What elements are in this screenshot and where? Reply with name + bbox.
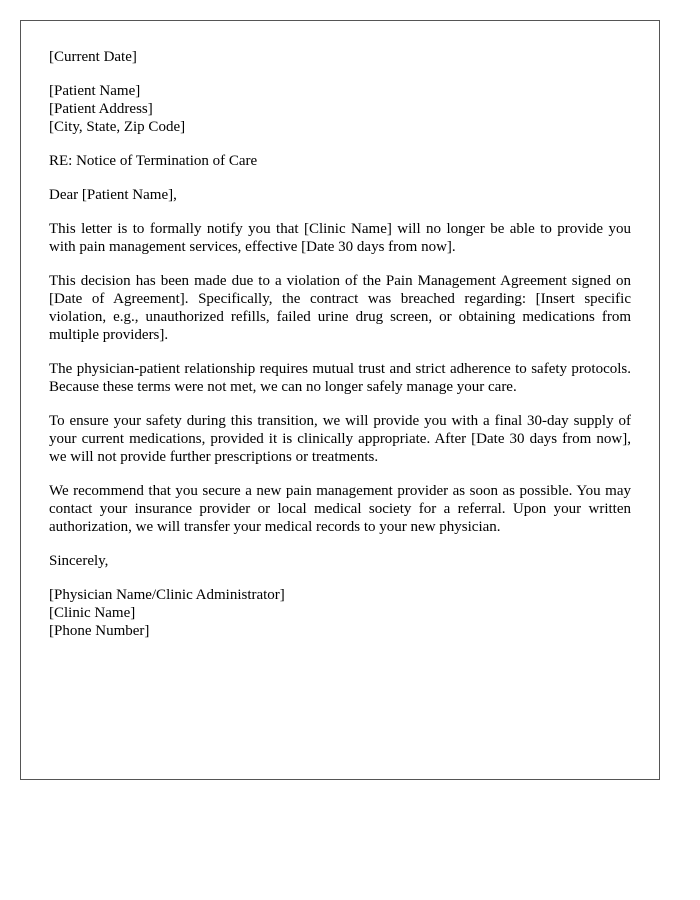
- recipient-address: [Patient Address]: [49, 101, 153, 117]
- signature-clinic: [Clinic Name]: [49, 605, 136, 621]
- paragraph-transition: To ensure your safety during this transition, we will provide you with a final 30-day supply of your current medications, provided it is clinically appropriate. After [Date 30 days from now], we will not provide further prescriptions or treatments.: [49, 413, 631, 465]
- signature-block: [49, 586, 631, 640]
- paragraph-recommendation: We recommend that you secure a new pain management provider as soon as possible. You may contact your insurance provider or local medical society for a referral. Upon your written authorization, we will transfer your medical records to your new physician.: [49, 483, 631, 535]
- paragraph-trust: The physician-patient relationship requires mutual trust and strict adherence to safety protocols. Because these terms were not met, we can no longer safely manage your care.: [49, 361, 631, 395]
- letter-salutation: Dear [Patient Name],: [49, 187, 177, 203]
- paragraph-notice: This letter is to formally notify you that [Clinic Name] will no longer be able to provide you with pain management services, effective [Date 30 days from now].: [49, 221, 631, 255]
- letter-page: [20, 20, 660, 780]
- letter-subject: RE: Notice of Termination of Care: [49, 153, 258, 169]
- signature-phone: [Phone Number]: [49, 623, 150, 639]
- recipient-city: [City, State, Zip Code]: [49, 119, 186, 135]
- letter-date: [Current Date]: [49, 49, 137, 65]
- recipient-name: [Patient Name]: [49, 83, 141, 99]
- letter-closing: Sincerely,: [49, 553, 109, 569]
- paragraph-violation: This decision has been made due to a violation of the Pain Management Agreement signed on [Date of Agreement]. Specifically, the contract was breached regarding: [Insert specific violation, e.g., unauthorized refills, failed urine drug screen, or obtaining medications from multiple providers].: [49, 273, 631, 343]
- recipient-block: [49, 82, 631, 136]
- signature-name: [Physician Name/Clinic Administrator]: [49, 587, 285, 603]
